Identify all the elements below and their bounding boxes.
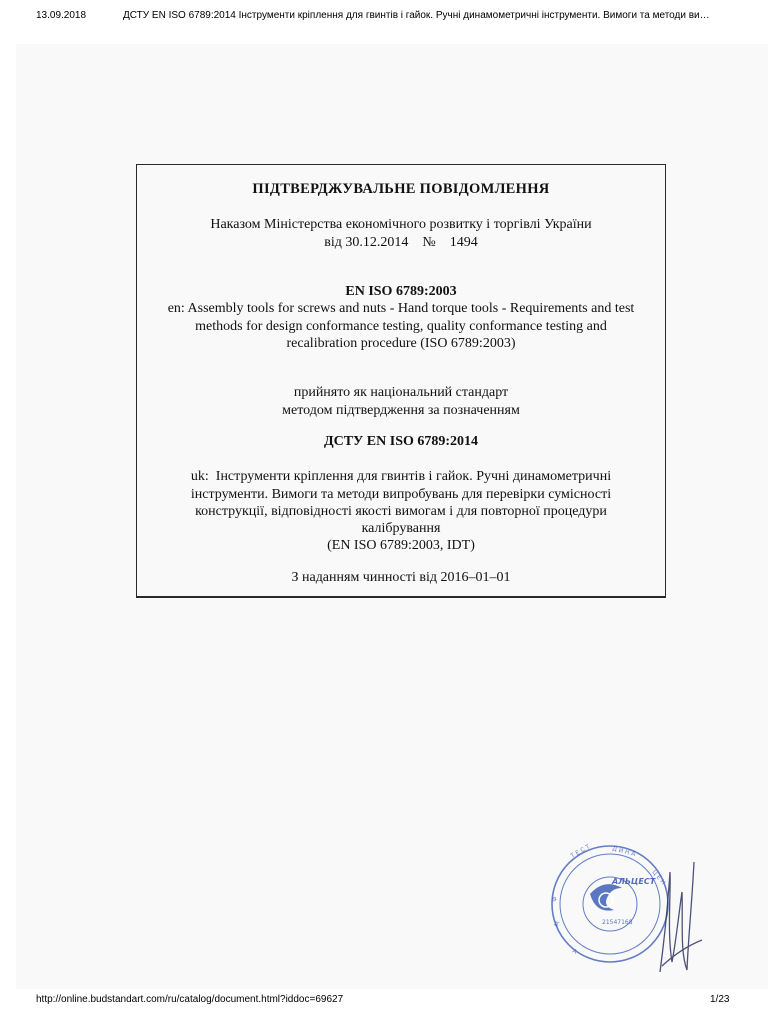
svg-text:Ц Е Н: Ц Е Н <box>650 868 667 887</box>
official-seal-stamp <box>542 832 712 982</box>
uk-title-line-2: інструменти. Вимоги та методи випробувань для перевірки сумісності <box>190 487 612 502</box>
effective-date: З наданням чинності від 2016–01–01 <box>291 570 511 585</box>
seal-code: 21547168 <box>602 919 633 926</box>
svg-text:Д И Н А: Д И Н А <box>611 845 637 859</box>
signature-scribble <box>660 862 702 972</box>
seal-logo-icon <box>590 884 622 911</box>
en-title-line-2: methods for design conformance testing, quality conformance testing and <box>195 319 607 334</box>
order-line-1: Наказом Міністерства економічного розвитку і торгівлі України <box>210 217 592 232</box>
seal-brand: АЛЬЦЕСТ <box>612 877 656 886</box>
confirmation-notice-box <box>136 164 666 598</box>
en-title-line-3: recalibration procedure (ISO 6789:2003) <box>286 336 516 351</box>
svg-text:М: М <box>553 920 562 928</box>
uk-title-line-5: (EN ISO 6789:2003, IDT) <box>327 538 475 553</box>
svg-text:А: А <box>571 947 579 956</box>
en-title-line-1: en: Assembly tools for screws and nuts - Hand torque tools - Requirements and test <box>167 301 635 316</box>
order-line-2: від 30.12.2014 № 1494 <box>324 235 478 250</box>
source-standard: EN ISO 6789:2003 <box>345 284 457 299</box>
svg-text:Ф: Ф <box>551 896 559 903</box>
uk-title-line-3: конструкції, відповідності якості вимогам і для повторної процедури <box>195 504 607 519</box>
national-standard: ДСТУ EN ISO 6789:2014 <box>323 434 479 449</box>
print-document-title: ДСТУ EN ISO 6789:2014 Інструменти кріплення для гвинтів і гайок. Ручні динамометричні інструменти. Вимоги та методи ви… <box>123 10 710 21</box>
notice-heading: ПІДТВЕРДЖУВАЛЬНЕ ПОВІДОМЛЕННЯ <box>252 181 550 197</box>
print-page-number: 1/23 <box>710 994 730 1005</box>
print-date: 13.09.2018 <box>36 10 87 21</box>
print-footer <box>0 990 768 1010</box>
adopted-line-1: прийнято як національний стандарт <box>293 385 509 400</box>
svg-text:Т Е С Т: Т Е С Т <box>569 843 592 860</box>
uk-title-line-1: uk: Інструменти кріплення для гвинтів і гайок. Ручні динамометричні <box>190 469 612 484</box>
uk-title-line-4: калібрування <box>361 521 441 536</box>
print-header <box>0 6 768 26</box>
print-footer-url: http://online.budstandart.com/ru/catalog/document.html?iddoc=69627 <box>36 994 344 1005</box>
adopted-line-2: методом підтвердження за позначенням <box>282 403 520 418</box>
